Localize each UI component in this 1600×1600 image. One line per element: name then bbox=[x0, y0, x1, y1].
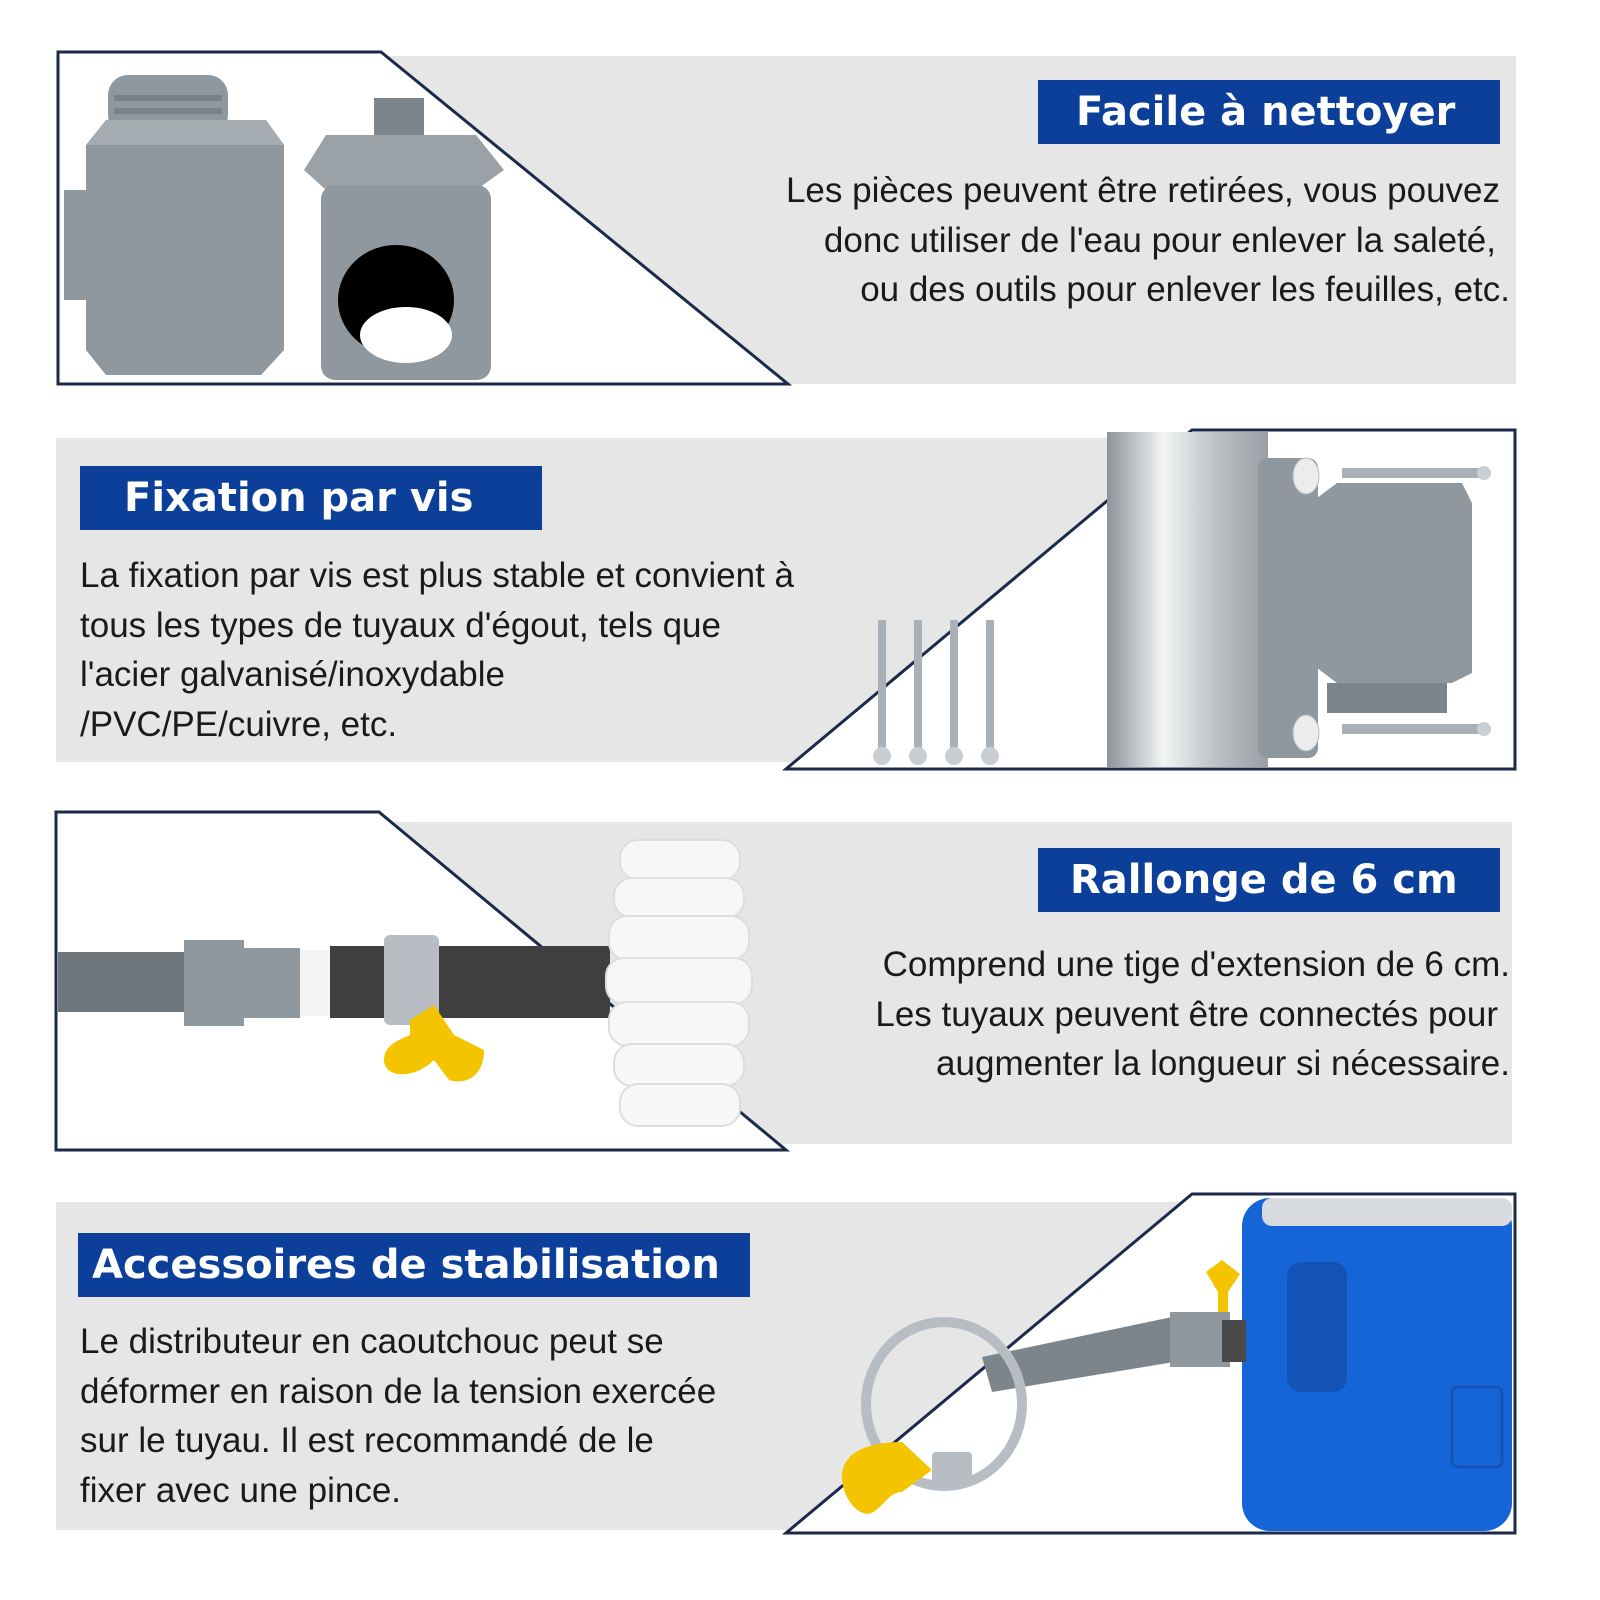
collector-body-icon bbox=[1317, 483, 1472, 713]
section-2-description bbox=[80, 551, 960, 749]
blue-barrel-icon bbox=[1242, 1198, 1512, 1531]
section-4-photo bbox=[782, 1192, 1522, 1537]
section-3-title: Rallonge de 6 cm bbox=[1038, 848, 1500, 912]
section-4-title: Accessoires de stabilisation bbox=[78, 1233, 750, 1297]
filter-insert-icon bbox=[304, 98, 504, 380]
section-3-line-2: Les tuyaux peuvent être connectés pour bbox=[875, 994, 1498, 1034]
section-1-line-3: ou des outils pour enlever les feuilles, etc. bbox=[860, 270, 1510, 309]
section-4-line-2: déformer en raison de la tension exercée bbox=[80, 1371, 717, 1411]
section-3-line-1: Comprend une tige d'extension de 6 cm. bbox=[882, 945, 1510, 984]
section-2-line-3: l'acier galvanisé/inoxydable bbox=[80, 655, 505, 694]
mounting-plate-icon bbox=[1258, 458, 1318, 758]
section-3-description bbox=[660, 940, 1510, 1089]
section-1-line-1: Les pièces peuvent être retirées, vous pouvez bbox=[785, 171, 1500, 210]
collector-housing-icon bbox=[86, 75, 284, 375]
section-1-line-2: donc utiliser de l'eau pour enlever la saleté, bbox=[823, 220, 1496, 260]
section-3-line-3: augmenter la longueur si nécessaire. bbox=[936, 1044, 1510, 1083]
section-4-description bbox=[80, 1317, 880, 1515]
section-4-line-1: Le distributeur en caoutchouc peut se bbox=[80, 1322, 664, 1361]
section-4-line-3: sur le tuyau. Il est recommandé de le bbox=[80, 1421, 654, 1460]
section-2-line-2: tous les types de tuyaux d'égout, tels que bbox=[80, 605, 721, 645]
section-1-description bbox=[610, 166, 1510, 315]
section-2-title: Fixation par vis bbox=[80, 466, 542, 530]
section-4-line-4: fixer avec une pince. bbox=[80, 1470, 402, 1510]
downpipe-icon bbox=[1107, 432, 1268, 767]
section-2-line-1: La fixation par vis est plus stable et convient à bbox=[80, 556, 795, 595]
section-1-title: Facile à nettoyer bbox=[1038, 80, 1500, 144]
section-2-line-4: /PVC/PE/cuivre, etc. bbox=[80, 704, 398, 744]
